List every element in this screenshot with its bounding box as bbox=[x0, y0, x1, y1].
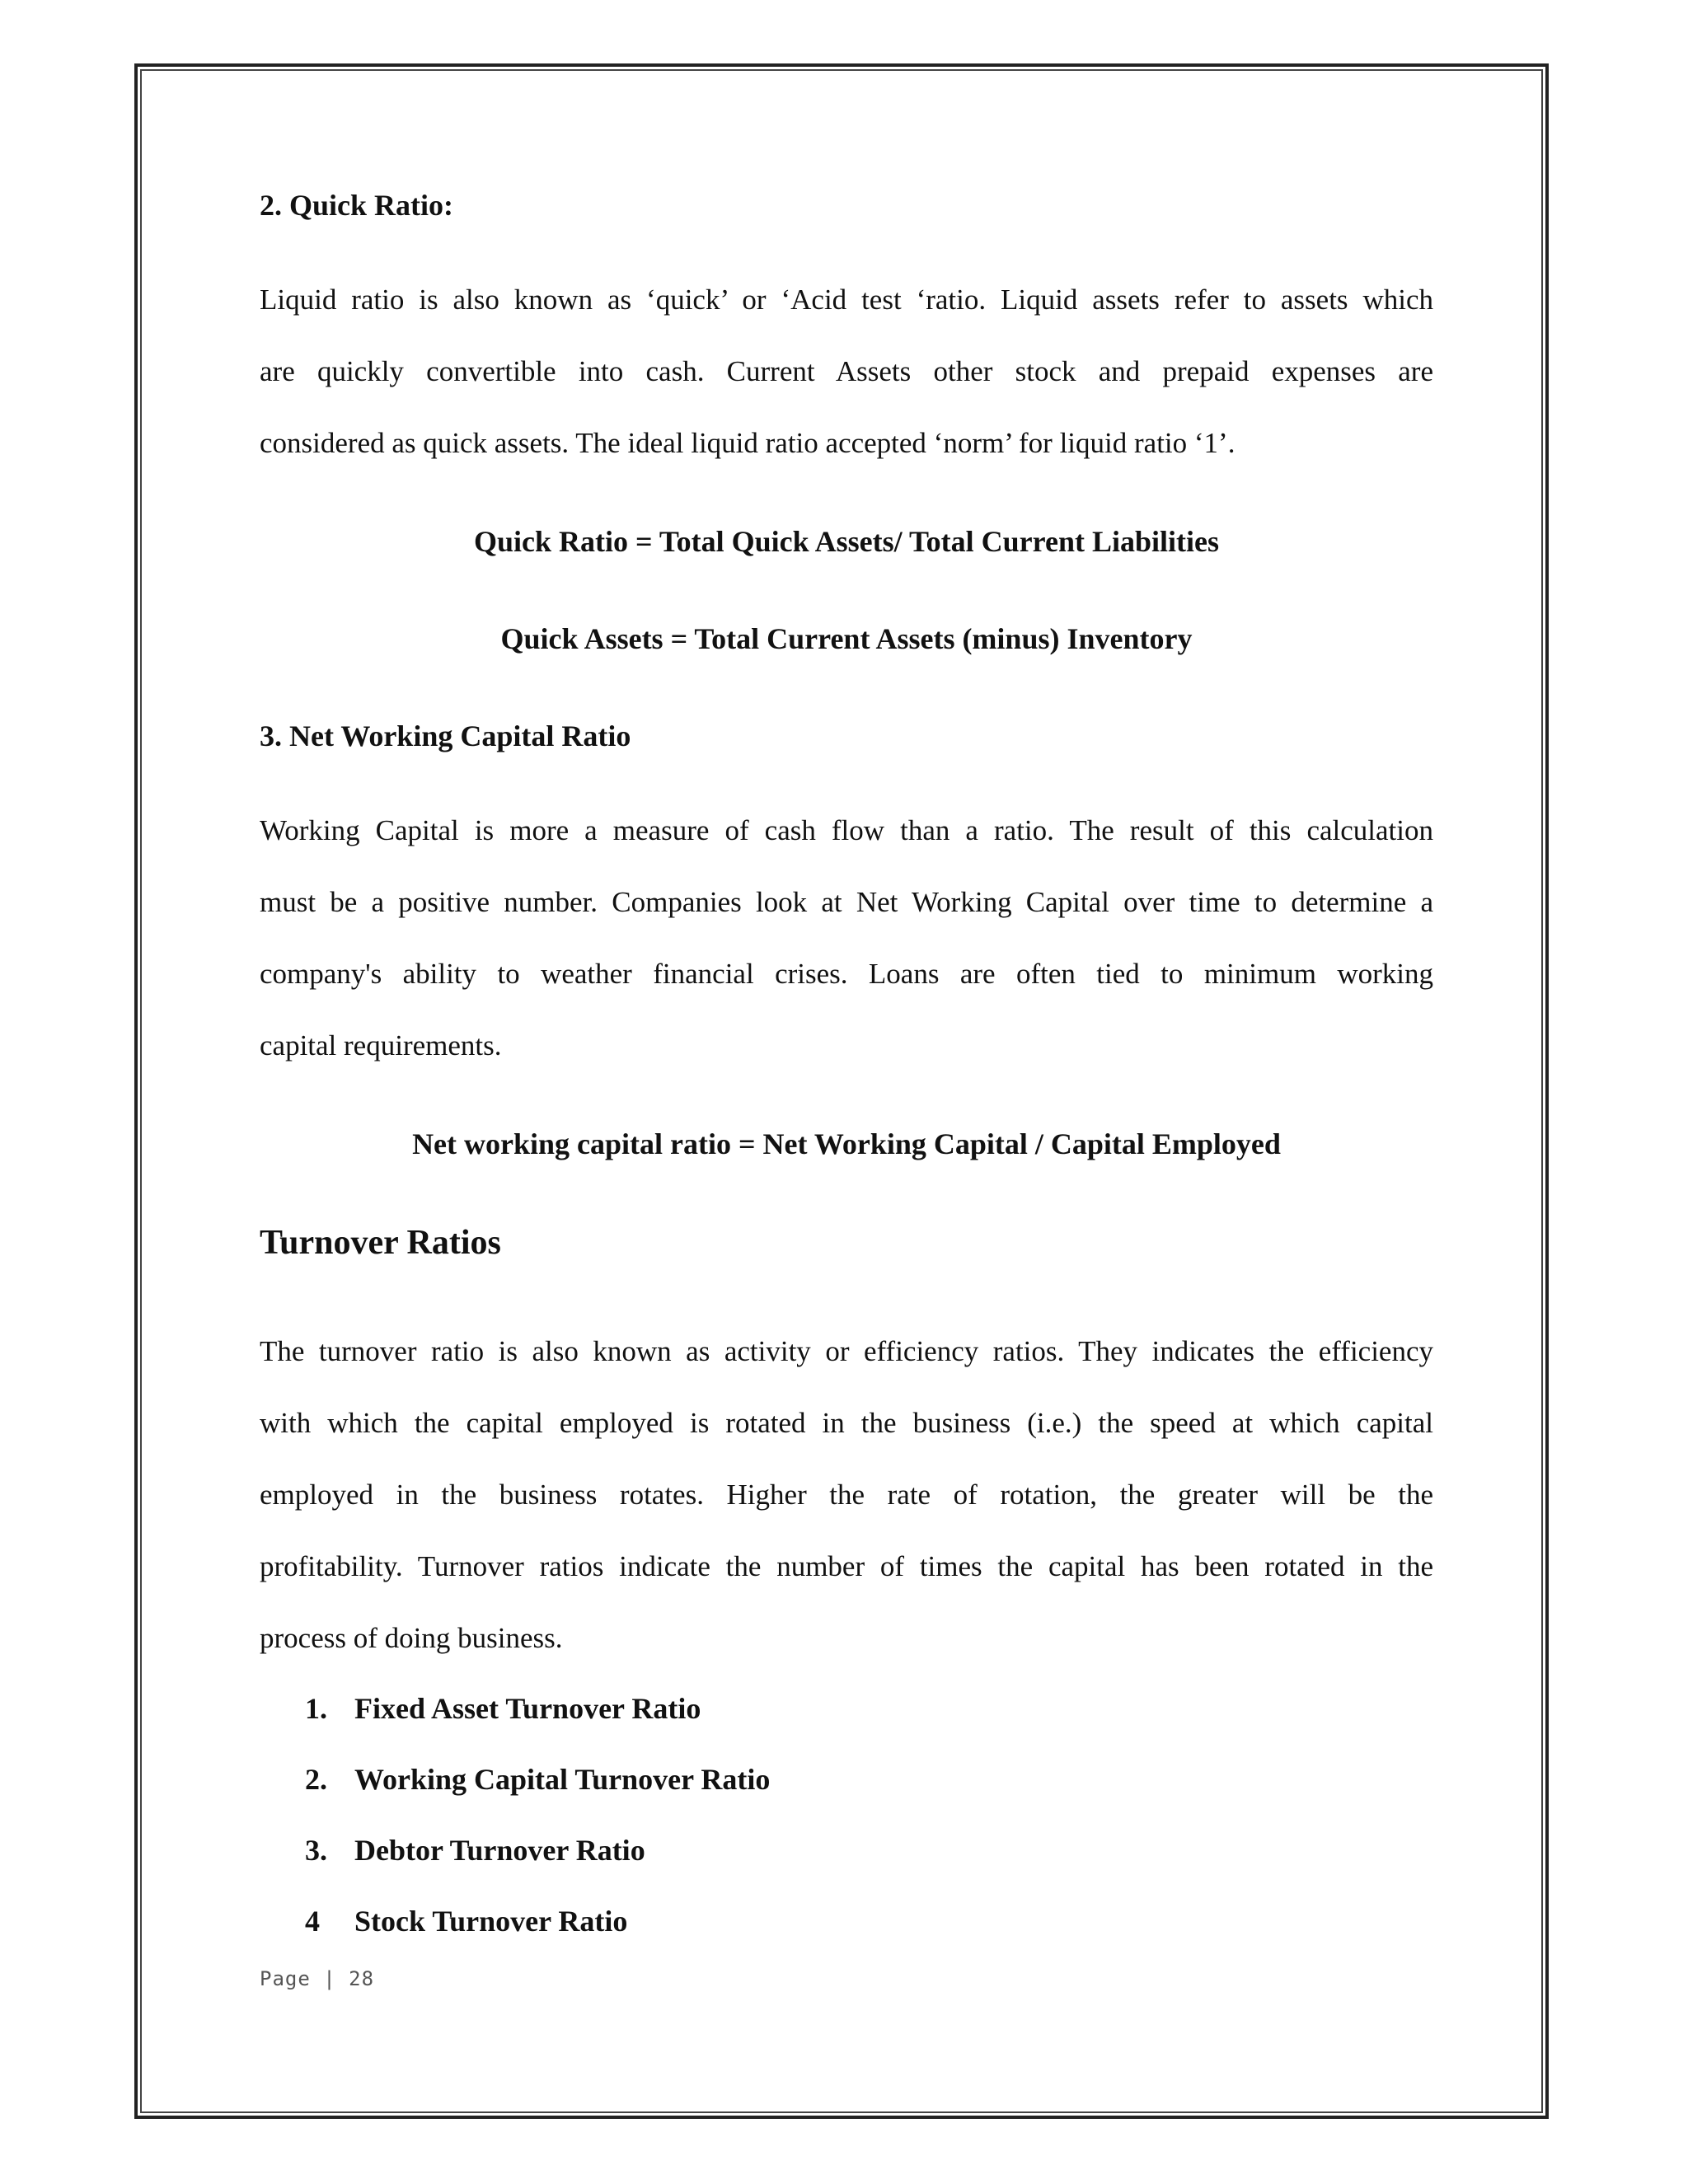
net-working-capital-paragraph bbox=[260, 794, 1433, 1081]
paragraph-line: Working Capital is more a measure of cash flow than a ratio. The result of this calculation bbox=[260, 814, 1433, 846]
paragraph-line: capital requirements. bbox=[260, 1029, 502, 1062]
list-item-label: Working Capital Turnover Ratio bbox=[354, 1763, 771, 1796]
list-item bbox=[305, 1833, 645, 1868]
list-item-number: 3. bbox=[305, 1834, 327, 1867]
list-item bbox=[305, 1762, 770, 1797]
turnover-ratios-heading: Turnover Ratios bbox=[260, 1224, 501, 1262]
net-working-capital-heading: 3. Net Working Capital Ratio bbox=[260, 719, 631, 752]
quick-ratio-formula: Quick Ratio = Total Quick Assets/ Total Current Liabilities bbox=[474, 525, 1219, 558]
net-working-capital-formula: Net working capital ratio = Net Working Capital / Capital Employed bbox=[412, 1127, 1281, 1160]
paragraph-line: are quickly convertible into cash. Current Assets other stock and prepaid expenses are bbox=[260, 355, 1433, 387]
quick-ratio-paragraph bbox=[260, 264, 1433, 479]
paragraph-line: Liquid ratio is also known as ‘quick’ or ‘Acid test ‘ratio. Liquid assets refer to assets which bbox=[260, 284, 1433, 316]
list-item-number: 2. bbox=[305, 1763, 327, 1796]
list-item-number: 4 bbox=[305, 1905, 320, 1938]
paragraph-line: considered as quick assets. The ideal liquid ratio accepted ‘norm’ for liquid ratio ‘1’. bbox=[260, 427, 1236, 459]
list-item-label: Stock Turnover Ratio bbox=[354, 1905, 628, 1938]
list-item bbox=[305, 1691, 701, 1726]
list-item-label: Fixed Asset Turnover Ratio bbox=[354, 1692, 701, 1725]
list-item bbox=[305, 1904, 627, 1938]
quick-assets-formula: Quick Assets = Total Current Assets (minus) Inventory bbox=[500, 622, 1193, 655]
paragraph-line: employed in the business rotates. Higher the rate of rotation, the greater will be the bbox=[260, 1479, 1433, 1511]
paragraph-line: company's ability to weather financial crises. Loans are often tied to minimum working bbox=[260, 958, 1433, 990]
paragraph-line: must be a positive number. Companies look at Net Working Capital over time to determine a bbox=[260, 886, 1433, 918]
list-item-label: Debtor Turnover Ratio bbox=[354, 1834, 645, 1867]
turnover-paragraph bbox=[260, 1315, 1433, 1674]
paragraph-line: with which the capital employed is rotated in the business (i.e.) the speed at which capital bbox=[260, 1407, 1433, 1439]
page-number-footer: Page | 28 bbox=[260, 1967, 375, 1990]
paragraph-line: profitability. Turnover ratios indicate the number of times the capital has been rotated in the bbox=[260, 1550, 1433, 1582]
list-item-number: 1. bbox=[305, 1692, 327, 1725]
paragraph-line: process of doing business. bbox=[260, 1622, 563, 1654]
paragraph-line: The turnover ratio is also known as activity or efficiency ratios. They indicates the efficiency bbox=[260, 1335, 1433, 1367]
quick-ratio-heading: 2. Quick Ratio: bbox=[260, 189, 454, 222]
